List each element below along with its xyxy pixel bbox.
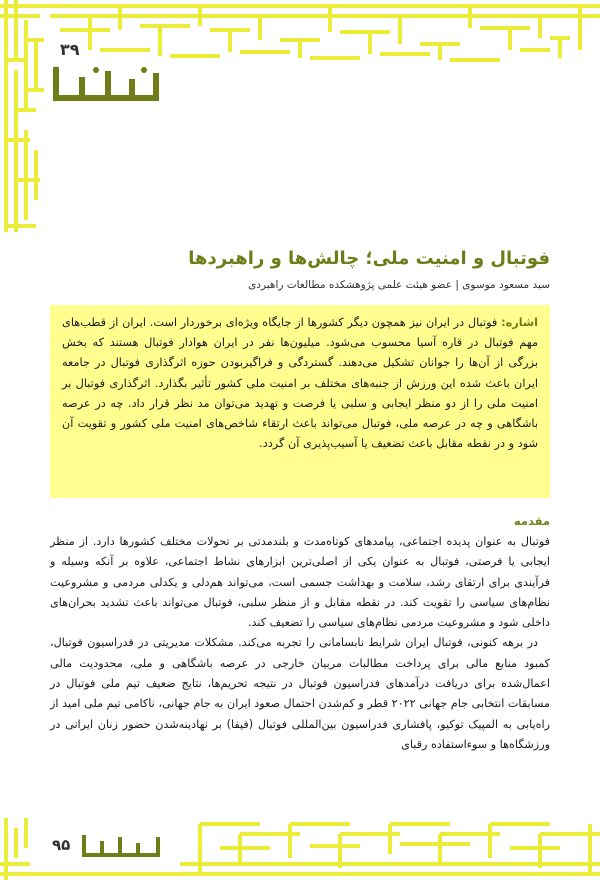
- page-number-top: ۳۹: [60, 40, 80, 59]
- abstract-box: [50, 305, 550, 498]
- magazine-logo-mark: [80, 833, 162, 859]
- abstract-label: اشاره:: [501, 316, 538, 329]
- left-maze-pattern: [0, 0, 44, 232]
- article-title: فوتبال و امنیت ملی؛ چالش‌ها و راهبردها: [188, 248, 550, 269]
- section-logo-tahlil: [52, 66, 162, 106]
- abstract-text: فوتبال در ایران نیز همچون دیگر کشورها از جایگاه ویژه‌ای برخوردار است. ایران از قطب‌های مهم فوتبال در قاره آسیا محسوب می‌شود. میلیون‌ها نفر در ایران هوادار فوتبال هستند که بخش بزرگی از آن‌ها را جوانان تشکیل می‌دهند. گستردگی و فراگیربودن حوزه اثرگذاری فوتبال در جامعه ایران باعث شده این ورزش از جنبه‌های مختلف بر امنیت ملی کشور تأثیر بگذارد. اثرگذاری فوتبال بر امنیت ملی را از دو منظر ایجابی و سلبی یا فرصت و تهدید می‌توان مد نظر قرار داد. چه در عرصه باشگاهی و چه در عرصه ملی، فوتبال می‌تواند باعث ارتقاء شاخص‌های امنیت ملی کشور و تقویت آن شود و در نقطه مقابل باعث تضعیف یا آسیب‌پذیری آن گردد.: [62, 316, 538, 451]
- article-body: [50, 532, 550, 755]
- abstract-paragraph: [62, 313, 538, 454]
- body-paragraph-1: فوتبال به عنوان پدیده اجتماعی، پیامدهای کوتاه‌مدت و بلندمدتی بر تحولات مختلف کشورها دارد. از منظر ایجابی یا فرصتی، فوتبال به عنوان یکی از اصلی‌ترین ابزارهای نشاط اجتماعی، علاوه بر آنکه وسیله و فرآیندی برای ارتقای رشد، سلامت و بهداشت جسمی است، می‌تواند هم‌دلی و یکدلی مردمی و مشروعیت نظام‌های سیاسی را تقویت کند. در نقطه مقابل و از منظر سلبی، فوتبال می‌تواند باعث تشدید بحران‌های داخلی شود و مشروعیت مردمی نظام‌های سیاسی را تضعیف کند.: [50, 535, 550, 630]
- article-author: سید مسعود موسوی | عضو هیئت علمی پژوهشکده مطالعات راهبردی: [248, 279, 550, 291]
- page-number-bottom: ۹۵: [52, 836, 71, 854]
- body-paragraph-2: در برهه کنونی، فوتبال ایران شرایط نابسامانی را تجربه می‌کند. مشکلات مدیریتی در فدراسیون فوتبال، کمبود منابع مالی برای پرداخت مطالبات مربیان خارجی در عرصه باشگاهی و ملی، محدودیت مالی اعمال‌شده برای دریافت درآمدهای فدراسیون فوتبال در نتیجه تحریم‌ها، نتایج ضعیف تیم ملی فوتبال در مسابقات انتخابی جام جهانی ۲۰۲۲ قطر و کم‌شدن احتمال صعود ایران به جام جهانی، ناکامی تیم ملی امید از راه‌یابی به المپیک توکیو، پافشاری فدراسیون بین‌المللی فوتبال (فیفا) بر نهادینه‌شدن حضور زنان ایرانی در ورزشگاه‌ها و سوءاستفاده رقبای: [50, 636, 550, 751]
- section-heading-introduction: مقدمه: [513, 514, 550, 528]
- magazine-logo: [80, 833, 162, 859]
- top-maze-pattern: [0, 0, 600, 62]
